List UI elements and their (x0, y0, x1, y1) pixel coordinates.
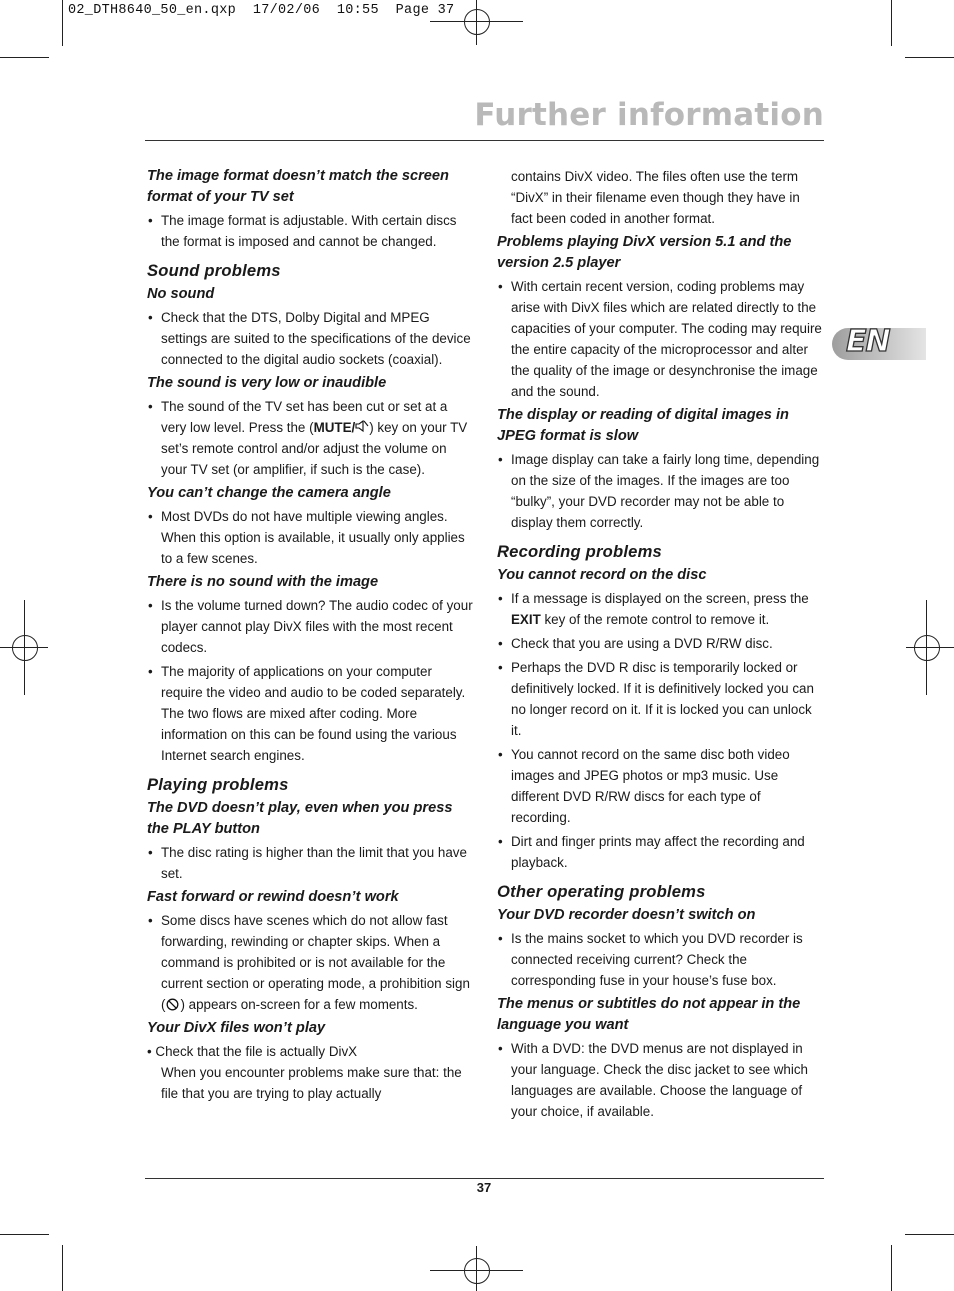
list-item: • Check that the DTS, Dolby Digital and MPEG settings are suited to the specifications of the device connected to the digital audio sockets (coaxial). (147, 307, 473, 370)
text-run: ) key on your TV set’s remote control and/or adjust the volume on your TV set (or amplifier, if such is the case). (161, 420, 468, 477)
bullet-list (147, 396, 473, 480)
section-heading: The menus or subtitles do not appear in the language you want (497, 996, 801, 1033)
exit-key-label: EXIT (511, 612, 541, 627)
list-item: • The majority of applications on your computer require the video and audio to be coded separately. The two flows are mixed after coding. More information on this can be found using the various Internet search engines. (147, 661, 473, 766)
section-heading: Problems playing DivX version 5.1 and the version 2.5 player (497, 234, 792, 271)
section-heading: Your DVD recorder doesn’t switch on (497, 907, 756, 923)
bullet-list (147, 910, 473, 1015)
list-item (497, 588, 823, 630)
bullet-list (147, 595, 473, 766)
list-item: • Is the volume turned down? The audio codec of your player cannot play DivX files with the most recent codecs. (147, 595, 473, 658)
text-run: key of the remote control to remove it. (540, 612, 770, 627)
section-title-playing: Playing problems (147, 775, 289, 794)
bullet-list (497, 588, 823, 873)
left-column (147, 166, 473, 1104)
bullet-list (497, 1038, 823, 1122)
text-run: Some discs have scenes which do not allow fast forwarding, rewinding or chapter skips. When a command is prohibited or is not available for the current section or operating mode, a prohibition sign ( (161, 913, 470, 1012)
section-title-recording: Recording problems (497, 542, 662, 561)
list-item (147, 910, 473, 1015)
bullet-list (147, 307, 473, 370)
title-rule (145, 140, 824, 141)
list-item: • Dirt and finger prints may affect the recording and playback. (497, 831, 823, 873)
section-heading: The sound is very low or inaudible (147, 375, 387, 391)
list-item: • With certain recent version, coding problems may arise with DivX files which are related directly to the capacities of your computer. The coding may require the entire capacity of the microprocessor and alter the quality of the image or desynchronise the image and the sound. (497, 276, 823, 402)
bullet-list (497, 276, 823, 402)
section-heading: The display or reading of digital images in JPEG format is slow (497, 407, 789, 444)
list-item: • Most DVDs do not have multiple viewing angles. When this option is available, it usually only applies to a few scenes. (147, 506, 473, 569)
mute-key-label: MUTE/ (313, 420, 356, 435)
section-heading: Your DivX files won’t play (147, 1020, 326, 1036)
list-item: • Check that you are using a DVD R/RW disc. (497, 633, 823, 654)
section-title-sound: Sound problems (147, 261, 281, 280)
file-slug: 02_DTH8640_50_en.qxp 17/02/06 10:55 Page 37 (68, 3, 455, 18)
paragraph: contains DivX video. The files often use the term “DivX” in their filename even though they have in fact been coded in another format. (511, 169, 800, 226)
section-heading: You can’t change the camera angle (147, 485, 391, 501)
paragraph: When you encounter problems make sure that: the file that you are trying to play actually (161, 1065, 462, 1101)
list-item: • Is the mains socket to which you DVD recorder is connected receiving current? Check the corresponding fuse in your house’s fuse box. (497, 928, 823, 991)
bullet-list (147, 210, 473, 252)
text-run: If a message is displayed on the screen, press the (511, 591, 809, 606)
bullet-list (497, 449, 823, 533)
page-number: 37 (476, 1180, 492, 1195)
list-item: • You cannot record on the same disc both video images and JPEG photos or mp3 music. Use different DVD R/RW discs for each type of recording. (497, 744, 823, 828)
bullet-list (147, 506, 473, 569)
footer-rule (145, 1178, 824, 1179)
page-title: Further information (474, 97, 824, 133)
section-heading: The image format doesn’t match the screen format of your TV set (147, 168, 449, 205)
section-heading: You cannot record on the disc (497, 567, 707, 583)
right-column (497, 166, 823, 1125)
list-item: • With a DVD: the DVD menus are not displayed in your language. Check the disc jacket to see which languages are available. Choose the language of your choice, if available. (497, 1038, 823, 1122)
list-item (147, 396, 473, 480)
text-run: ) appears on-screen for a few moments. (180, 997, 418, 1012)
bullet-list (497, 928, 823, 991)
section-heading: There is no sound with the image (147, 574, 379, 590)
section-heading: Fast forward or rewind doesn’t work (147, 889, 399, 905)
language-tab-label: EN (846, 324, 890, 359)
paragraph: • Check that the file is actually DivX (147, 1044, 358, 1059)
list-item: • Perhaps the DVD R disc is temporarily locked or definitively locked. If it is definitively locked you can no longer record on it. If it is locked you can unlock it. (497, 657, 823, 741)
section-heading: The DVD doesn’t play, even when you press the PLAY button (147, 800, 453, 837)
prohibition-sign-icon (166, 998, 179, 1011)
list-item: • Image display can take a fairly long time, depending on the size of the images. If the images are too “bulky”, your DVD recorder may not be able to display them correctly. (497, 449, 823, 533)
section-heading: No sound (147, 286, 215, 302)
list-item: • The image format is adjustable. With certain discs the format is imposed and cannot be changed. (147, 210, 473, 252)
section-title-other: Other operating problems (497, 882, 706, 901)
list-item: • The disc rating is higher than the limit that you have set. (147, 842, 473, 884)
text-run: The sound of the TV set has been cut or set at a very low level. Press the ( (161, 399, 448, 435)
mute-speaker-icon (355, 420, 369, 433)
bullet-list (147, 842, 473, 884)
